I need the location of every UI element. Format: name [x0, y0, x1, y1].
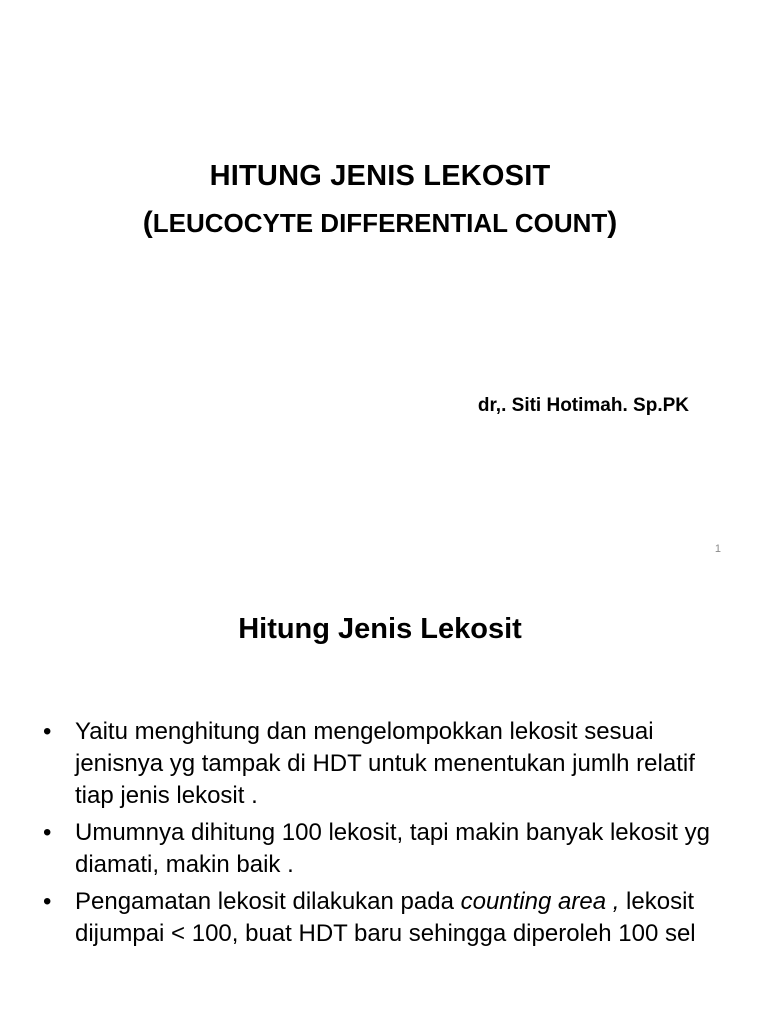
- content-slide: [0, 576, 768, 1024]
- bullet-item: [40, 716, 740, 812]
- bullet-text-before: Pengamatan lekosit dilakukan pada: [75, 888, 461, 915]
- bullet-text-after: lekosit dijumpai < 100, buat HDT baru sehingga diperoleh 100 sel: [75, 888, 696, 947]
- subtitle-text: LEUCOCYTE DIFFERENTIAL COUNT: [152, 208, 608, 238]
- bullet-dot-icon: •: [43, 819, 52, 846]
- bullet-text: Yaitu menghitung dan mengelompokkan lekosit sesuai jenisnya yg tampak di HDT untuk menentukan jumlh relatif tiap jenis lekosit .: [75, 718, 695, 809]
- bullet-text: Umumnya dihitung 100 lekosit, tapi makin banyak lekosit yg diamati, makin baik .: [75, 819, 710, 878]
- bullet-text-italic: counting area ,: [460, 888, 620, 915]
- page-number: 1: [714, 543, 721, 555]
- subtitle-close-paren: ): [607, 206, 618, 239]
- bullet-dot-icon: •: [43, 888, 52, 915]
- slide-subtitle: [0, 206, 760, 240]
- bullet-item: [40, 817, 740, 881]
- bullet-list: [40, 716, 740, 955]
- slide-title: HITUNG JENIS LEKOSIT: [209, 160, 551, 192]
- bullet-dot-icon: •: [43, 718, 52, 745]
- author-name: dr,. Siti Hotimah. Sp.PK: [477, 395, 689, 416]
- bullet-item: [40, 886, 740, 950]
- content-slide-title: Hitung Jenis Lekosit: [238, 613, 522, 645]
- subtitle-open-paren: (: [142, 206, 153, 239]
